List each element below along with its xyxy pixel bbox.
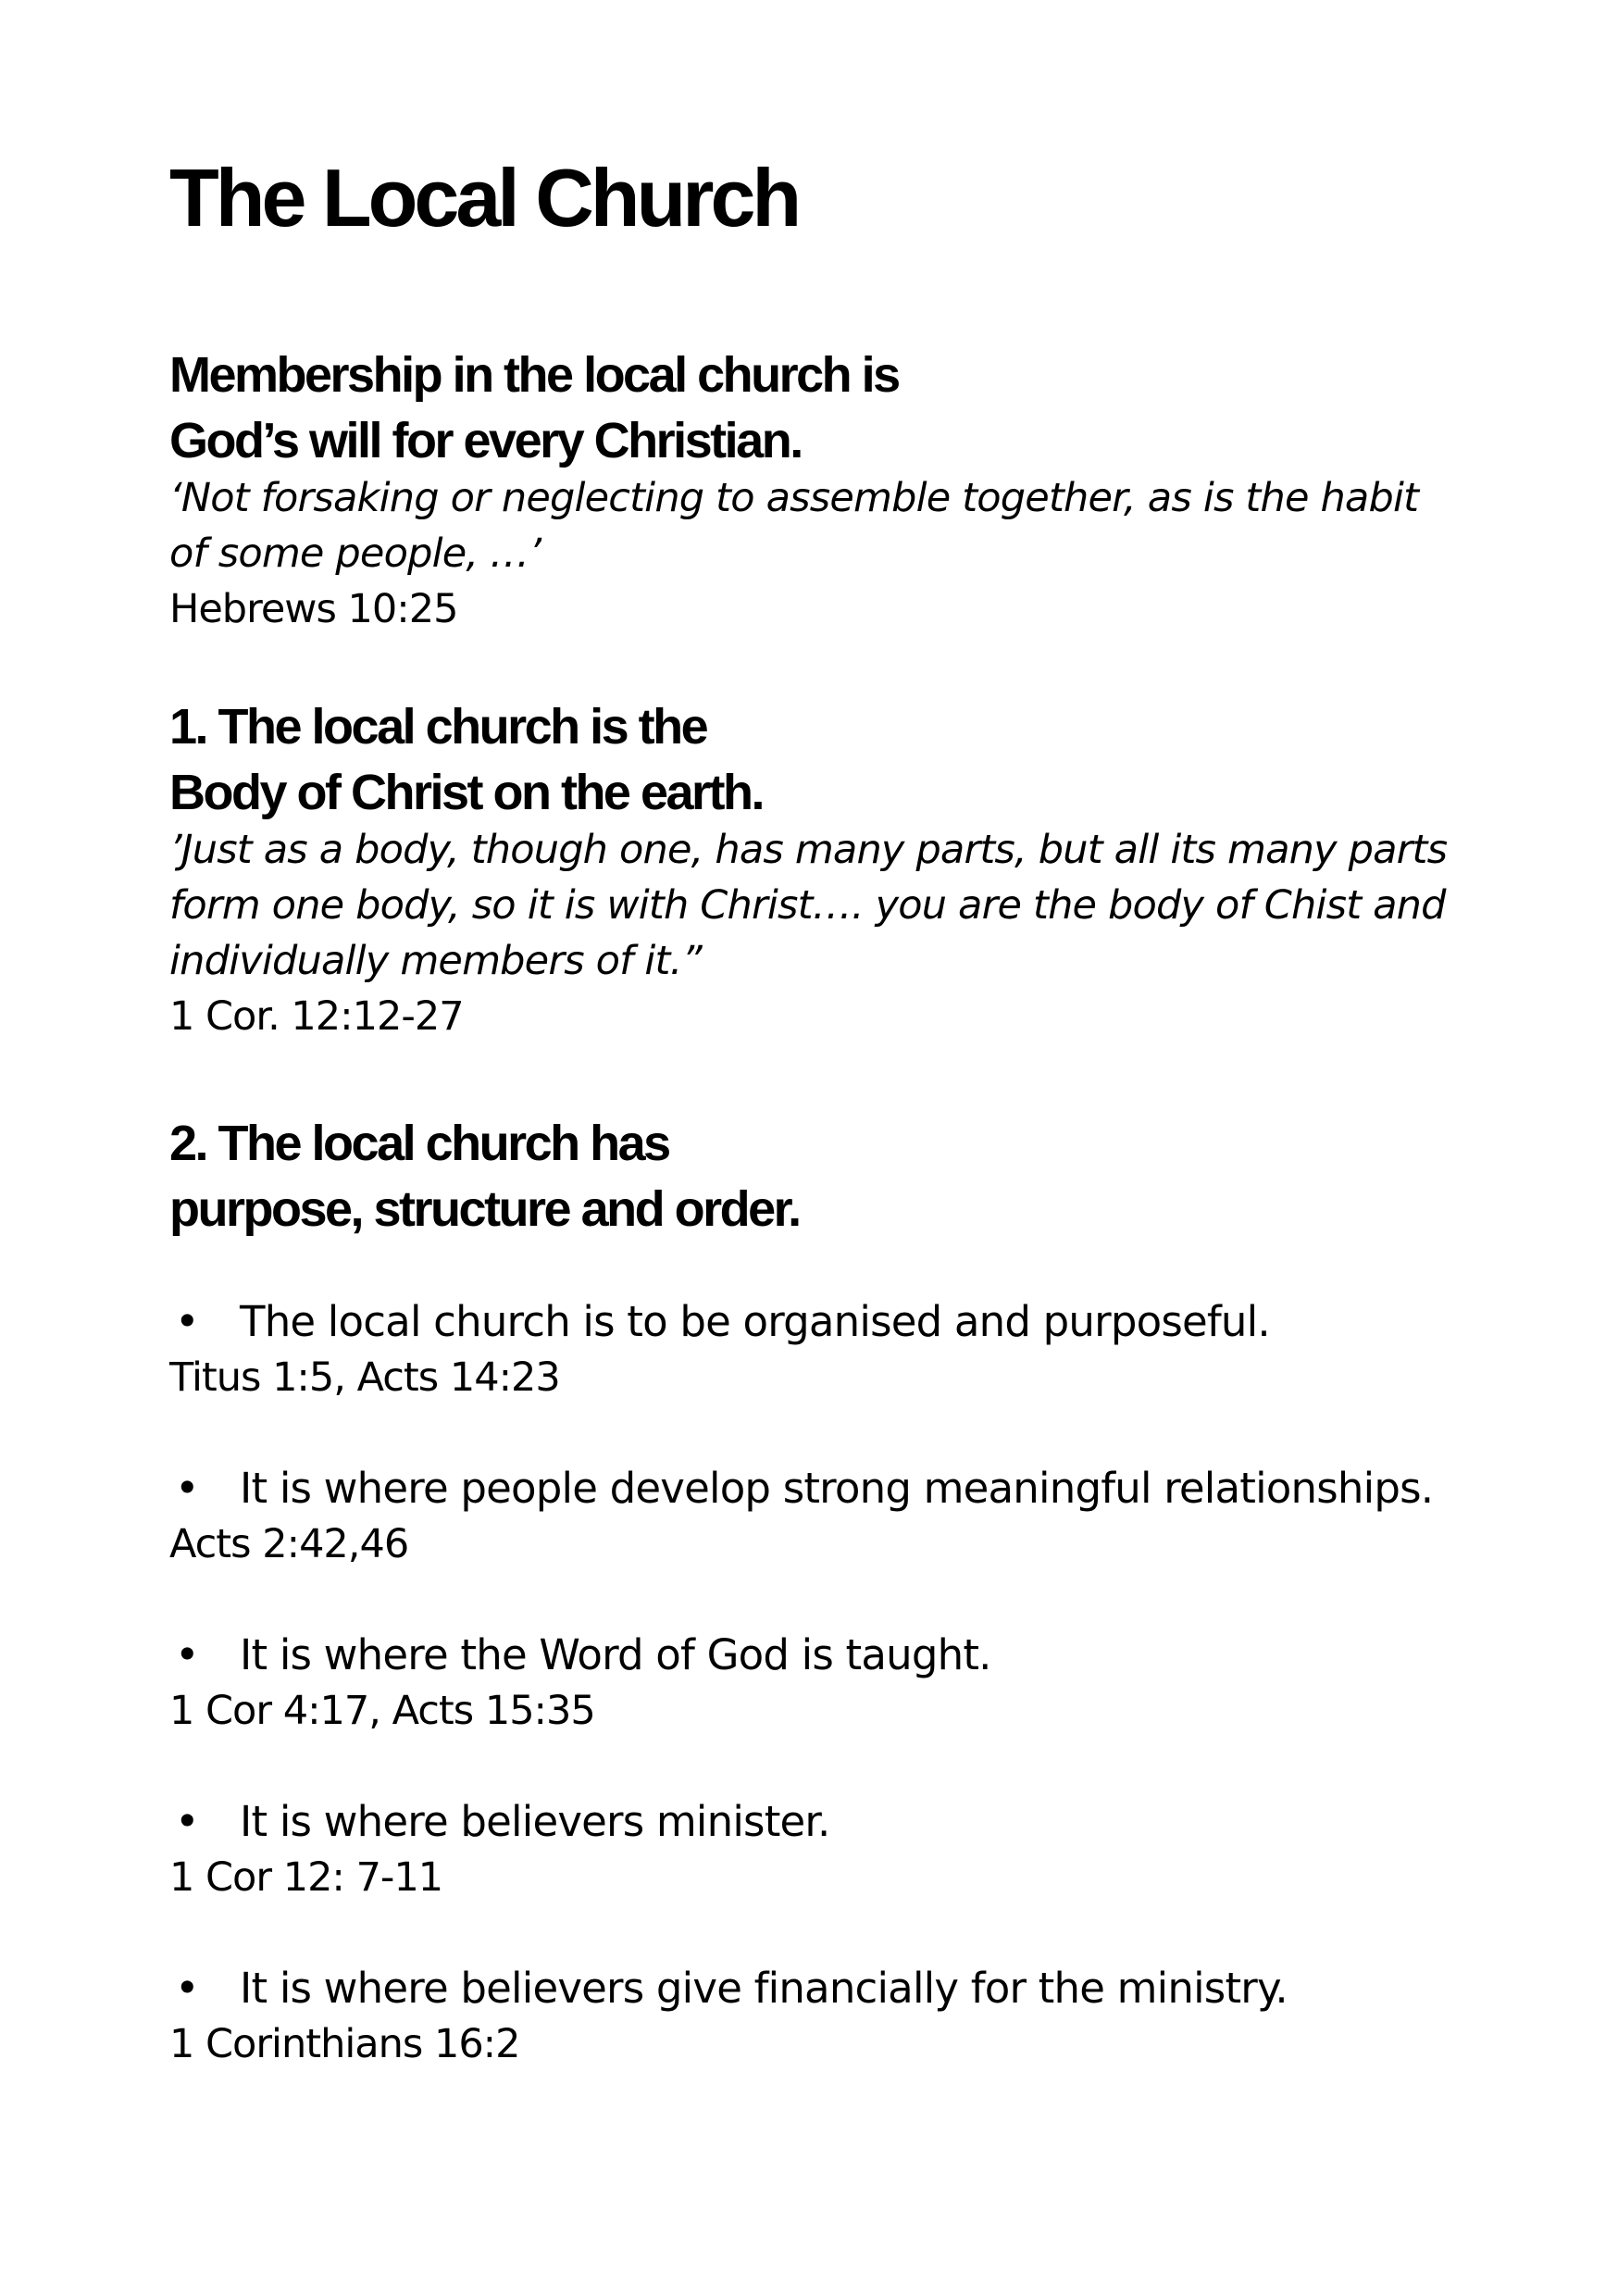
bullet-icon: • (175, 1297, 199, 1346)
intro-heading (169, 343, 899, 474)
list-item-text: The local church is to be organised and purposeful. (240, 1297, 1270, 1346)
section-1-heading (169, 694, 763, 826)
bullet-icon: • (175, 1464, 199, 1513)
list-item-text: It is where believers minister. (240, 1797, 830, 1846)
section-1-heading-line-2: Body of Christ on the earth. (169, 765, 764, 820)
list-item-text: It is where people develop strong meaningful relationships. (240, 1464, 1434, 1513)
intro-heading-line-2: God’s will for every Christian. (169, 413, 802, 468)
section-1-quote-line-3: individually members of it.” (169, 938, 702, 984)
section-1-reference: 1 Cor. 12:12-27 (169, 993, 464, 1040)
list-item-reference: Acts 2:42,46 (169, 1521, 409, 1567)
bullet-icon: • (175, 1630, 199, 1679)
section-2-heading-line-1: 2. The local church has (169, 1116, 669, 1171)
list-item-text: It is where the Word of God is taught. (240, 1630, 991, 1679)
section-1-quote-line-2: form one body, so it is with Christ…. you are the body of Chist and (169, 882, 1446, 929)
page-title: The Local Church (169, 152, 799, 243)
intro-quote-line-2: of some people, …’ (169, 530, 541, 577)
bullet-icon: • (175, 1964, 199, 2013)
intro-reference: Hebrews 10:25 (169, 586, 458, 632)
section-1-quote-line-1: ’Just as a body, though one, has many parts, but all its many parts (169, 827, 1448, 873)
section-2-heading (169, 1111, 800, 1242)
section-2-heading-line-2: purpose, structure and order. (169, 1181, 800, 1237)
list-item-reference: Titus 1:5, Acts 14:23 (169, 1354, 560, 1401)
section-1-quote (169, 822, 1447, 989)
list-item-reference: 1 Corinthians 16:2 (169, 2021, 520, 2067)
list-item-reference: 1 Cor 4:17, Acts 15:35 (169, 1688, 595, 1734)
intro-quote (169, 470, 1418, 581)
list-item-text: It is where believers give financially for the ministry. (240, 1964, 1288, 2013)
intro-quote-line-1: ‘Not forsaking or neglecting to assemble together, as is the habit (169, 475, 1419, 521)
section-1-heading-line-1: 1. The local church is the (169, 699, 707, 755)
list-item-reference: 1 Cor 12: 7-11 (169, 1854, 443, 1901)
intro-heading-line-1: Membership in the local church is (169, 347, 899, 403)
bullet-icon: • (175, 1797, 199, 1846)
